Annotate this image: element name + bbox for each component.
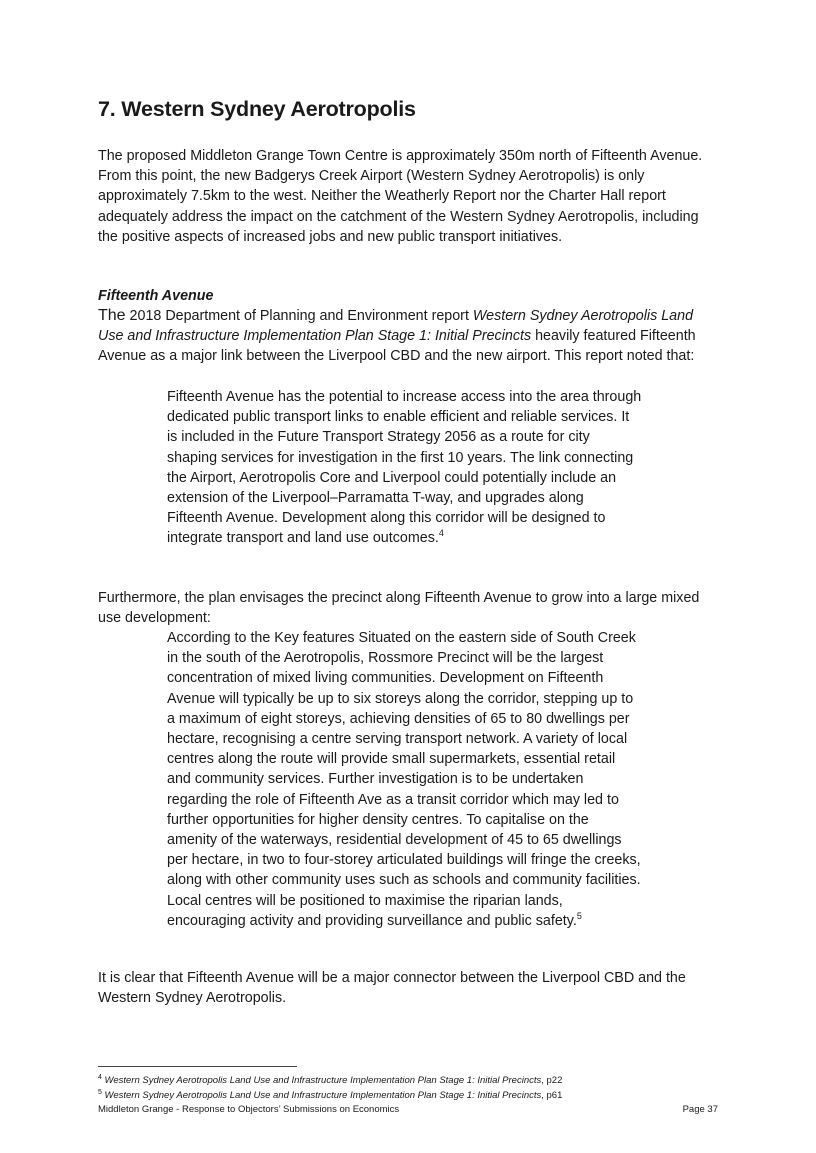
paragraph-intro: The proposed Middleton Grange Town Centre is approximately 350m north of Fifteenth Avenue. From this point, the new Badgerys Creek Airport (Western Sydney Aerotropolis) is only approximately 7.5km to the west. Neither the Weatherly Report nor the Charter Hall report adequately address the impact on the catchment of the Western Sydney Aerotropolis, including the positive aspects of increased jobs and new public transport initiatives. (98, 148, 703, 245)
footnote-5-page: , p61 (541, 1090, 563, 1101)
block-quote-rossmore (167, 628, 642, 931)
page-footer (98, 1104, 718, 1116)
paragraph-conclusion: It is clear that Fifteenth Avenue will be a major connector between the Liverpool CBD and the Western Sydney Aerotropolis. (98, 970, 686, 1007)
footnote-4-title: Western Sydney Aerotropolis Land Use and Infrastructure Implementation Plan Stage 1: Initial Precincts (104, 1075, 542, 1086)
footnote-4-page: , p22 (541, 1075, 563, 1086)
footnote-5-number: 5 (98, 1088, 102, 1096)
footnote-4-number: 4 (98, 1073, 102, 1081)
report-title: Western Sydney Aerotropolis Land Use and Infrastructure Implementation Plan Stage 1: Initial Precincts (98, 308, 694, 345)
paragraph-report-text-a: 2018 Department of Planning and Environment report (125, 308, 473, 324)
paragraph-report-lead: The (98, 307, 126, 324)
footnote-4 (98, 1075, 562, 1087)
footnote-divider (98, 1066, 297, 1067)
section-heading: 7. Western Sydney Aerotropolis (98, 97, 416, 121)
footer-document-title: Middleton Grange - Response to Objectors’ Submissions on Economics (98, 1104, 400, 1115)
block-quote-transport (167, 387, 642, 549)
quote-rossmore-text: According to the Key features Situated on the eastern side of South Creek in the south of the Aerotropolis, Rossmore Precinct will be the largest concentration of mixed living communities. Development on Fifteenth Avenue will typically be up to six storeys along the corridor, stepping up to a maximum of eight storeys, achieving densities of 65 to 80 dwellings per hectare, recognising a centre serving transport network. A variety of local centres along the route will provide small supermarkets, essential retail and community services. Further investigation is to be undertaken regarding the role of Fifteenth Ave as a transit corridor which may led to further opportunities for higher density centres. To capitalise on the amenity of the waterways, residential development of 45 to 65 dwellings per hectare, in two to four-storey articulated buildings will fringe the creeks, along with other community uses such as schools and community facilities. Local centres will be positioned to maximise the riparian lands, encouraging activity and providing surveillance and public safety. (167, 630, 641, 929)
paragraph-report (98, 306, 713, 367)
footnote-5 (98, 1090, 562, 1102)
subheading-fifteenth-avenue: Fifteenth Avenue (98, 288, 214, 304)
paragraph-report-text-b: heavily featured Fifteenth Avenue as a major link between the Liverpool CBD and the new airport. This report noted that: (98, 328, 696, 365)
footnote-ref-5[interactable]: 5 (576, 911, 582, 922)
paragraph-mixed-use: Furthermore, the plan envisages the precinct along Fifteenth Avenue to grow into a large mixed use development: (98, 590, 700, 627)
quote-transport-text: Fifteenth Avenue has the potential to increase access into the area through dedicated public transport links to enable efficient and reliable services. It is included in the Future Transport Strategy 2056 as a route for city shaping services for investigation in the first 10 years. The link connecting the Airport, Aerotropolis Core and Liverpool could potentially include an extension of the Liverpool–Parramatta T-way, and upgrades along Fifteenth Avenue. Development along this corridor will be designed to integrate transport and land use outcomes. (167, 389, 642, 547)
footnote-ref-4[interactable]: 4 (438, 528, 444, 539)
footnote-5-title: Western Sydney Aerotropolis Land Use and Infrastructure Implementation Plan Stage 1: Initial Precincts (104, 1090, 542, 1101)
page-number: Page 37 (682, 1104, 718, 1115)
